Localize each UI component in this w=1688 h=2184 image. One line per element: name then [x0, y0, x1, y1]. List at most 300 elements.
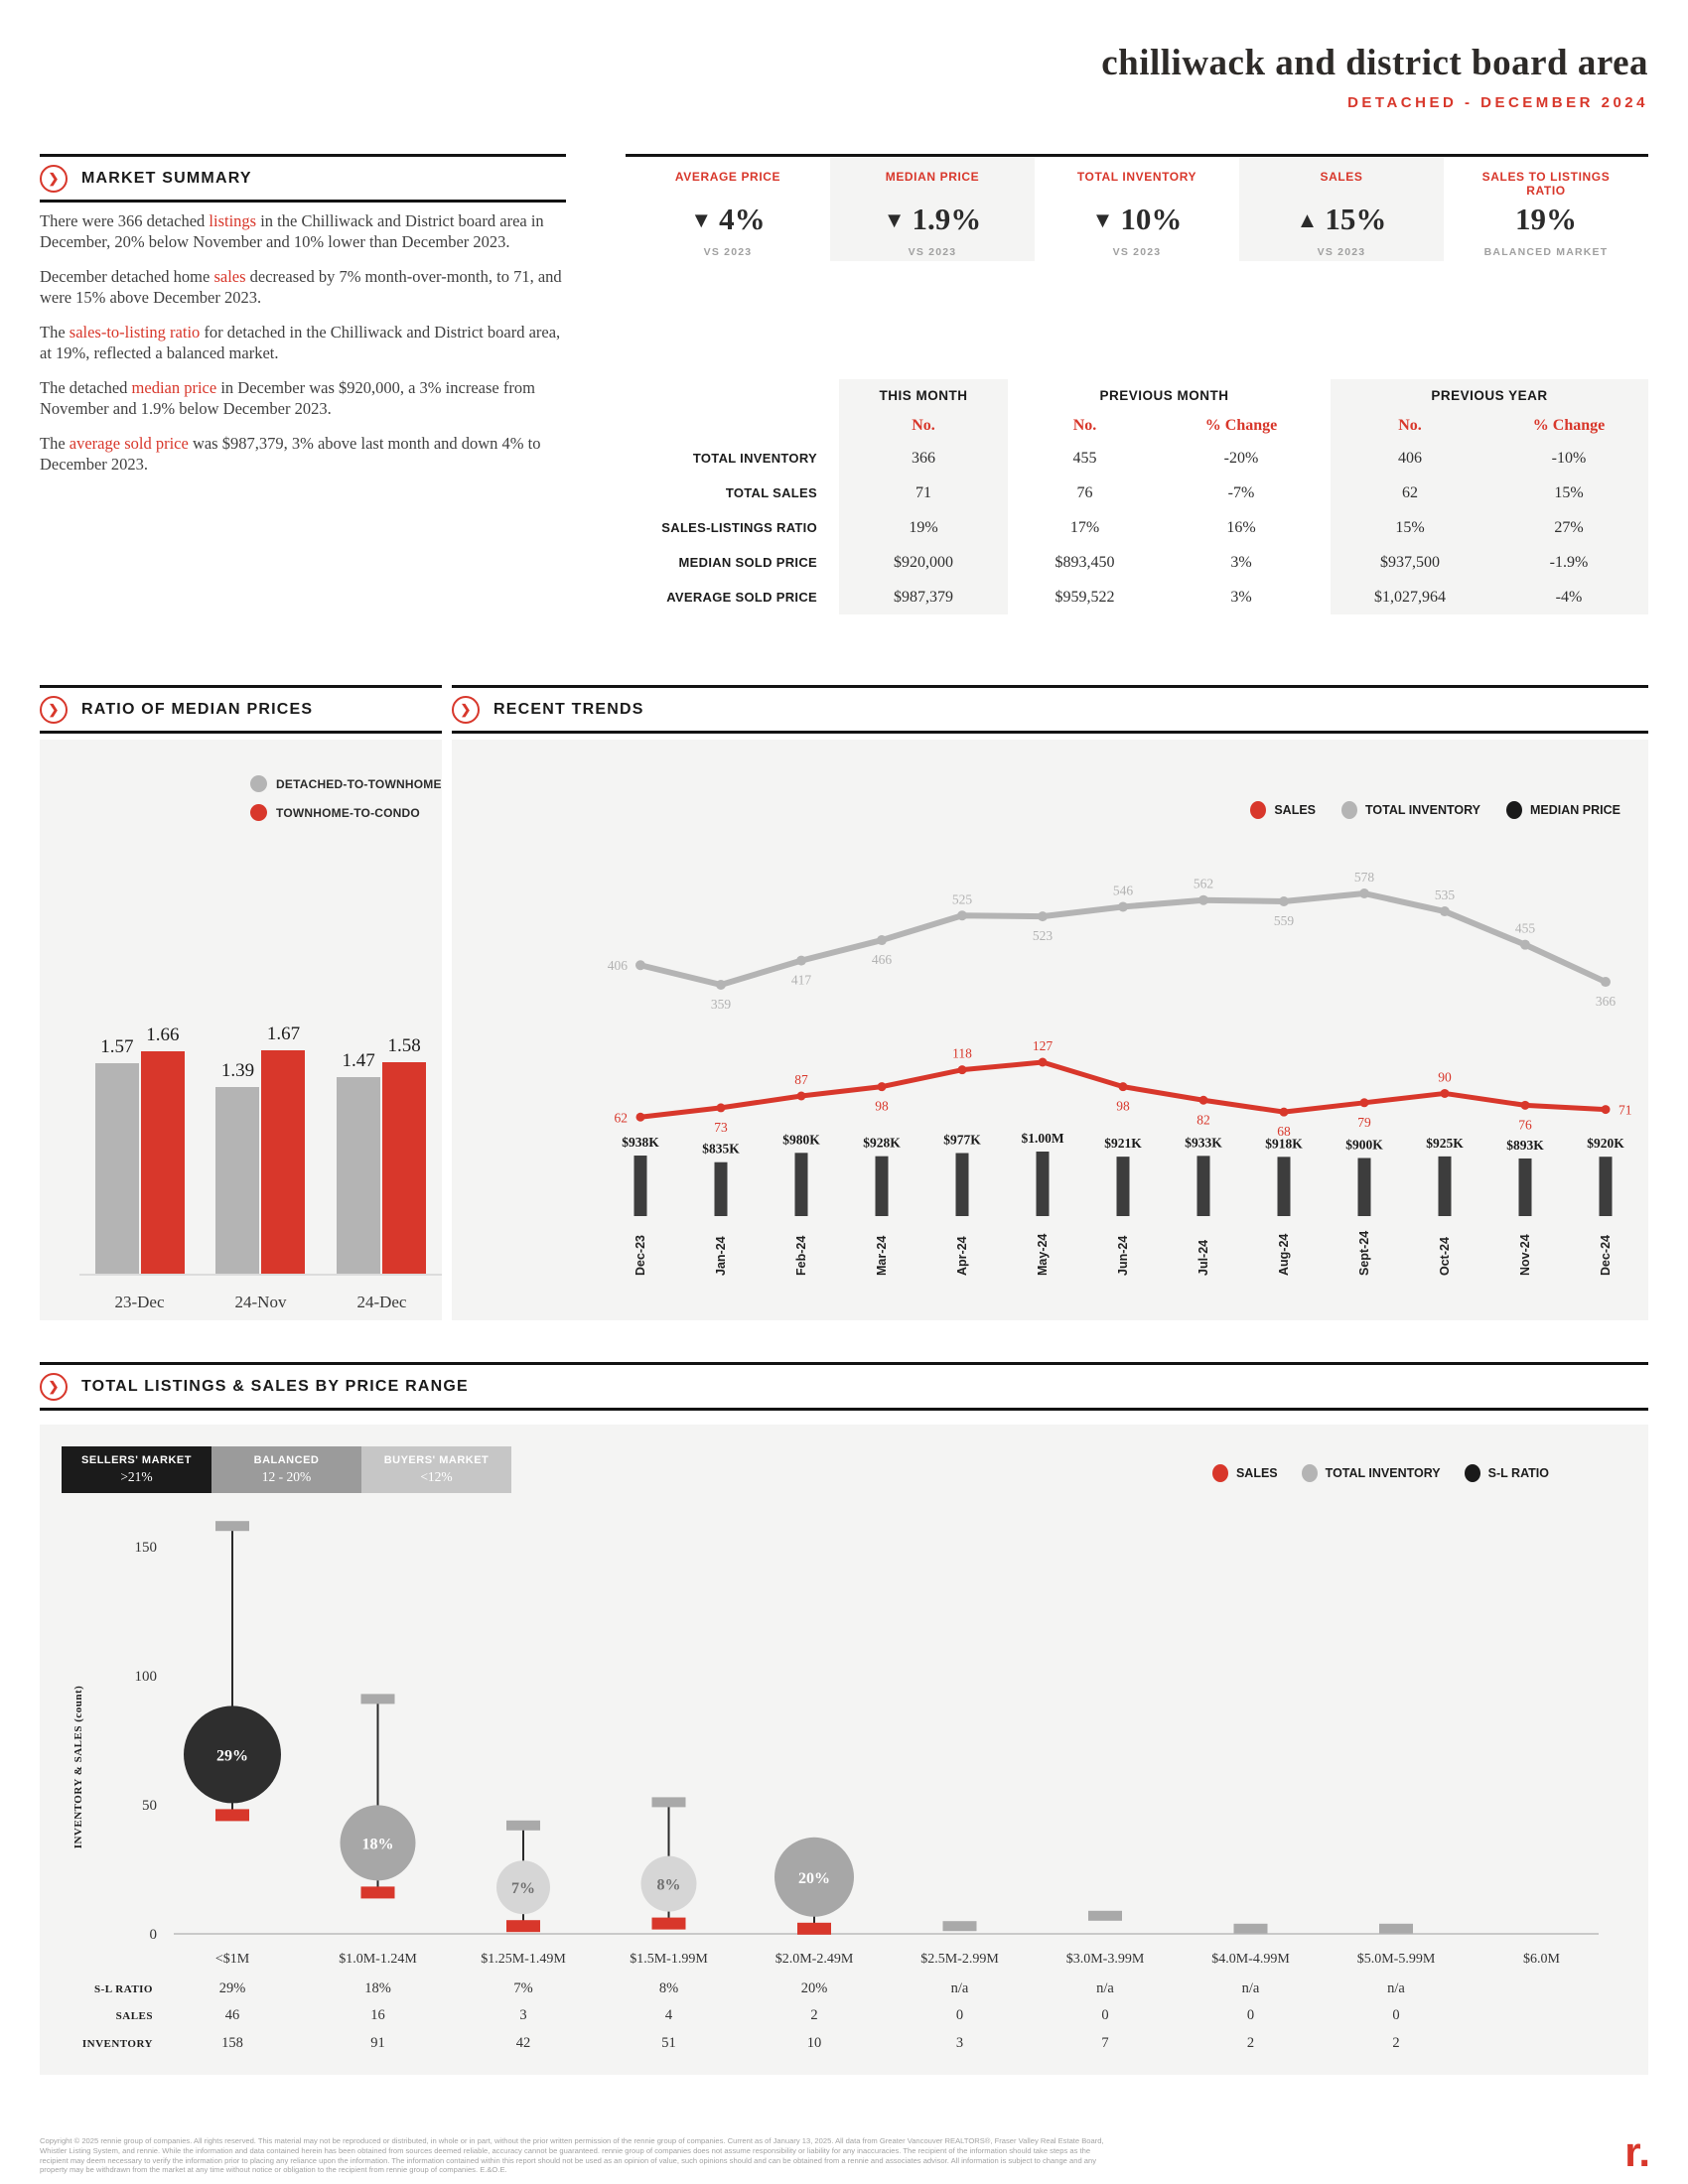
- inventory-point: [1601, 977, 1611, 987]
- chart-table-cell: 51: [661, 2035, 676, 2051]
- median-price-bar: [634, 1156, 647, 1216]
- axis-category-label: 24-Nov: [234, 1293, 287, 1311]
- legend-label: DETACHED-TO-TOWNHOME: [276, 776, 442, 791]
- axis-month-label: Apr-24: [955, 1236, 969, 1276]
- bar-column: [261, 1024, 305, 1274]
- inventory-point: [796, 956, 806, 966]
- data-point-label: 366: [1595, 994, 1617, 1010]
- legend-item: [1465, 1464, 1549, 1482]
- data-point-label: 79: [1357, 1114, 1371, 1130]
- bar: [382, 1062, 426, 1274]
- text-run: The detached: [40, 378, 132, 397]
- inventory-point: [1038, 911, 1048, 921]
- data-point-label: 523: [1032, 928, 1054, 944]
- median-price-bar: [1117, 1157, 1130, 1216]
- inventory-point: [635, 960, 645, 970]
- sales-point: [717, 1103, 726, 1112]
- market-badge-label: SELLERS' MARKET: [81, 1454, 192, 1466]
- chart-table-cell: 18%: [364, 1980, 391, 1996]
- trends-chart-panel: [452, 740, 1648, 1320]
- table-subheader: No.: [1331, 411, 1489, 441]
- chart-table-cell: 46: [224, 2007, 240, 2023]
- chart-table-cell: 0: [955, 2007, 964, 2023]
- table-cell: 15%: [1331, 510, 1489, 545]
- sl-ratio-bubble-label: 18%: [361, 1836, 394, 1853]
- table-cell: -4%: [1489, 580, 1648, 614]
- price-range-section-title: TOTAL LISTINGS & SALES BY PRICE RANGE: [81, 1377, 469, 1395]
- chevron-circle-icon: ❯: [40, 165, 68, 193]
- stat-card: [1444, 157, 1648, 261]
- data-point-label: 98: [875, 1098, 889, 1114]
- page-subtitle: DETACHED - DECEMBER 2024: [1347, 94, 1648, 111]
- table-cell: -10%: [1489, 441, 1648, 476]
- price-range-category-label: $1.5M-1.99M: [630, 1952, 708, 1967]
- price-range-category-label: $1.25M-1.49M: [481, 1952, 566, 1967]
- summary-paragraph: [40, 377, 571, 419]
- chart-table-cell: n/a: [1096, 1980, 1114, 1996]
- summary-paragraph: [40, 433, 571, 475]
- median-price-label: $1.00M: [1021, 1131, 1064, 1146]
- inventory-point: [957, 910, 967, 920]
- sales-point: [797, 1092, 806, 1101]
- chart-table-cell: 0: [1246, 2007, 1255, 2023]
- median-price-bar: [1600, 1157, 1613, 1216]
- median-price-bar: [1197, 1156, 1210, 1216]
- price-range-category-label: $5.0M-5.99M: [1356, 1952, 1436, 1967]
- chevron-circle-icon: ❯: [40, 696, 68, 724]
- median-price-bar: [1037, 1152, 1050, 1216]
- y-axis-tick-label: 150: [134, 1540, 157, 1556]
- chart-table-cell: n/a: [1387, 1980, 1405, 1996]
- sales-dash: [506, 1920, 540, 1932]
- sales-point: [636, 1113, 645, 1122]
- inventory-point: [716, 980, 726, 990]
- inventory-point: [1359, 888, 1369, 898]
- table-cell: 17%: [1069, 518, 1100, 536]
- table-corner: [626, 379, 839, 411]
- chevron-circle-icon: ❯: [40, 1373, 68, 1401]
- sales-dash: [797, 1923, 831, 1935]
- bar-value-label: 1.58: [387, 1034, 421, 1056]
- market-badge-range: >21%: [120, 1469, 153, 1484]
- table-subheader: No.: [1072, 417, 1097, 434]
- legend-item: [250, 804, 442, 821]
- table-row-label: MEDIAN SOLD PRICE: [678, 555, 817, 570]
- stat-card-label: AVERAGE PRICE: [674, 170, 781, 184]
- axis-month-label: Feb-24: [794, 1235, 808, 1276]
- sales-dash: [215, 1809, 249, 1821]
- median-price-label: $920K: [1587, 1136, 1624, 1152]
- table-row-label: TOTAL SALES: [725, 485, 817, 500]
- chart-table-cell: 42: [515, 2035, 531, 2051]
- inventory-dash: [361, 1694, 395, 1704]
- bar-column: [95, 1036, 139, 1274]
- bar: [261, 1050, 305, 1274]
- data-point-label: 535: [1434, 887, 1456, 903]
- median-price-label: $921K: [1104, 1136, 1142, 1152]
- median-price-label: $893K: [1506, 1137, 1544, 1153]
- market-badge: [62, 1446, 211, 1493]
- trends-section-header: [452, 685, 1648, 734]
- chart-table-cell: n/a: [1241, 1980, 1260, 1996]
- table-group-header: THIS MONTH: [839, 379, 1008, 411]
- median-price-bar: [1439, 1157, 1452, 1216]
- stat-card-value: [1239, 202, 1444, 237]
- highlight-term: sales: [213, 267, 246, 286]
- inventory-dash: [1088, 1911, 1122, 1921]
- data-point-label: 73: [714, 1119, 728, 1135]
- bar-column: [141, 1024, 185, 1274]
- table-gap: [1321, 545, 1331, 580]
- sl-ratio-bubble-label: 7%: [511, 1880, 535, 1898]
- stat-card: [626, 157, 830, 261]
- table-gap: [1321, 411, 1331, 441]
- legend-label: TOTAL INVENTORY: [1325, 1466, 1441, 1480]
- chart-table-cell: 4: [664, 2007, 673, 2023]
- median-price-label: $980K: [782, 1132, 820, 1148]
- table-cell: 3%: [1230, 588, 1252, 606]
- median-price-label: $977K: [943, 1132, 981, 1148]
- sales-point: [1199, 1096, 1208, 1105]
- stat-card-number: 15%: [1325, 202, 1387, 236]
- text-run: December detached home: [40, 267, 214, 286]
- table-cell: 71: [839, 476, 1008, 510]
- stat-card-number: 4%: [719, 202, 766, 236]
- table-cell: 455: [1072, 449, 1097, 467]
- chevron-circle-icon: ❯: [452, 696, 480, 724]
- legend-item: [1341, 801, 1480, 819]
- data-point-label: 76: [1518, 1117, 1532, 1133]
- stat-card-subtext: VS 2023: [703, 246, 753, 258]
- data-point-label: 466: [871, 952, 893, 968]
- axis-month-label: Mar-24: [875, 1235, 889, 1276]
- median-price-bar: [1358, 1159, 1371, 1217]
- legend-dot-icon: [1302, 1464, 1318, 1482]
- legend-label: SALES: [1235, 1466, 1278, 1480]
- median-price-label: $925K: [1426, 1135, 1464, 1151]
- bar-value-label: 1.39: [220, 1060, 255, 1082]
- summary-paragraph: [40, 322, 571, 363]
- bar: [141, 1051, 185, 1274]
- stat-card: [830, 157, 1035, 261]
- sales-point: [1441, 1089, 1450, 1098]
- table-cell: $920,000: [839, 545, 1008, 580]
- market-badge-label: BALANCED: [253, 1454, 320, 1466]
- bar: [215, 1087, 259, 1274]
- market-badge-range: <12%: [420, 1469, 453, 1484]
- chart-table-cell: 7: [1101, 2035, 1109, 2051]
- trends-line-chart: [462, 834, 1638, 1281]
- data-point-label: 68: [1277, 1124, 1291, 1140]
- footer-disclaimer: Copyright © 2025 rennie group of companies. All rights reserved. This material may not be reproduced or distributed, in whole or in part, without the prior written permission of the rennie group of companies. Current as of January 13, 2025. All data from Greater Vancouver REALTORS®, Fraser Valley Real Estate Board, Whistler Listing System, and rennie. While the information and data contained herein has been obtained from sources deemed reliable, accuracy cannot be guaranteed. rennie group of companies does not assume responsibility or liability for any inaccuracies. The recipient of the information should take steps as the recipient may deem necessary to verify the information prior to placing any reliance upon the information. The information contained within this report should not be used as an opinion of value, such opinions should and can be obtained from a rennie and associates advisor. All information is subject to change and any property may be withdrawn from the market at any time without notice or obligation to the recipient from rennie group of companies. E.&O.E.: [40, 2136, 1104, 2175]
- chart-table-cell: 2: [1246, 2035, 1255, 2051]
- text-run: There were 366 detached: [40, 211, 210, 230]
- legend-item: [250, 775, 442, 792]
- sales-point: [878, 1082, 887, 1091]
- table-gap: [1321, 379, 1331, 411]
- chart-table-cell: n/a: [950, 1980, 969, 1996]
- chart-table-cell: 0: [1392, 2007, 1400, 2023]
- bar-value-label: 1.66: [146, 1024, 180, 1045]
- legend-dot-icon: [250, 804, 267, 821]
- bar-column: [337, 1050, 380, 1274]
- bar-group: [215, 1024, 305, 1274]
- market-badge-label: BUYERS' MARKET: [383, 1454, 490, 1466]
- bar-group: [337, 1035, 426, 1274]
- inventory-point: [877, 935, 887, 945]
- table-cell: 19%: [839, 510, 1008, 545]
- chart-table-cell: 16: [370, 2007, 385, 2023]
- stat-card-value: [830, 202, 1035, 237]
- trends-chart-legend: [1250, 801, 1620, 819]
- sales-dash: [361, 1886, 395, 1898]
- stat-card-value: [1444, 202, 1648, 237]
- stat-card: [1035, 157, 1239, 261]
- chart-table-cell: 29%: [218, 1980, 246, 1996]
- down-arrow-icon: ▼: [690, 207, 713, 232]
- sales-point: [1039, 1058, 1048, 1067]
- stat-card-label: TOTAL INVENTORY: [1076, 170, 1197, 184]
- inventory-dash: [506, 1821, 540, 1831]
- data-point-label: 87: [794, 1072, 808, 1087]
- stat-card-label: SALES TO LISTINGS RATIO: [1481, 170, 1611, 198]
- median-price-label: $835K: [702, 1141, 740, 1157]
- trends-section-title: RECENT TRENDS: [493, 700, 644, 718]
- bar: [337, 1077, 380, 1274]
- median-price-label: $933K: [1185, 1135, 1222, 1151]
- text-run: was $987,379, 3% above last month and down 4% to December 2023.: [40, 434, 541, 474]
- axis-month-label: Dec-23: [633, 1235, 647, 1276]
- table-subheader: % Change: [1204, 417, 1278, 434]
- median-price-label: $928K: [863, 1135, 901, 1151]
- chart-table-cell: 2: [1392, 2035, 1400, 2051]
- legend-item: [1212, 1464, 1278, 1482]
- chart-table-cell: 3: [955, 2035, 964, 2051]
- inventory-point: [1118, 901, 1128, 911]
- stat-card-value: [1035, 202, 1239, 237]
- median-price-bar: [876, 1157, 889, 1216]
- text-run: in the Chilliwack and District board area in December, 20% below November and 10% lower than December 2023.: [40, 211, 544, 251]
- axis-month-label: Dec-24: [1599, 1235, 1613, 1276]
- median-price-label: $938K: [622, 1135, 659, 1151]
- sales-point: [958, 1065, 967, 1074]
- market-badge: [211, 1446, 361, 1493]
- text-run: decreased by 7% month-over-month, to 71, and were 15% above December 2023.: [40, 267, 562, 307]
- chart-table-cell: 10: [806, 2035, 822, 2051]
- table-cell: 16%: [1226, 518, 1256, 536]
- bar-value-label: 1.57: [100, 1036, 134, 1058]
- chart-table-row-label: S-L RATIO: [93, 1983, 153, 1995]
- legend-item: [1506, 801, 1620, 819]
- inventory-dash: [943, 1921, 977, 1931]
- axis-month-label: Sept-24: [1357, 1230, 1371, 1276]
- chart-table-cell: 2: [810, 2007, 818, 2023]
- data-point-label: 118: [952, 1045, 972, 1061]
- price-range-section-header: [40, 1362, 1648, 1411]
- down-arrow-icon: ▼: [883, 207, 906, 232]
- legend-label: TOTAL INVENTORY: [1365, 803, 1481, 817]
- sales-point: [1280, 1108, 1289, 1117]
- table-gap: [1321, 580, 1331, 614]
- chart-table-cell: 91: [370, 2035, 385, 2051]
- market-badge-range: 12 - 20%: [261, 1469, 312, 1484]
- down-arrow-icon: ▼: [1091, 207, 1114, 232]
- text-run: for detached in the Chilliwack and District board area, at 19%, reflected a balanced market.: [40, 323, 561, 362]
- chart-table-cell: 0: [1101, 2007, 1109, 2023]
- inventory-point: [1440, 906, 1450, 916]
- rennie-logo: r.: [1624, 2128, 1650, 2175]
- market-type-badges: [62, 1446, 511, 1493]
- ratio-chart-panel: [40, 740, 442, 1320]
- text-run: The: [40, 434, 70, 453]
- stat-card-subtext: BALANCED MARKET: [1483, 246, 1609, 258]
- price-range-category-label: $3.0M-3.99M: [1065, 1952, 1145, 1967]
- table-cell: 76: [1076, 483, 1093, 501]
- sl-ratio-bubble-label: 29%: [216, 1747, 248, 1765]
- stat-card-number: 19%: [1515, 202, 1577, 236]
- sales-point: [1521, 1101, 1530, 1110]
- data-point-label: 127: [1032, 1038, 1054, 1053]
- table-gap: [1321, 476, 1331, 510]
- legend-label: S-L RATIO: [1487, 1466, 1549, 1480]
- stat-card-value: [626, 202, 830, 237]
- axis-month-label: Jul-24: [1196, 1239, 1210, 1276]
- data-point-label: 71: [1618, 1102, 1632, 1118]
- table-cell: -7%: [1227, 483, 1255, 501]
- sales-point: [1119, 1082, 1128, 1091]
- axis-month-label: May-24: [1036, 1233, 1050, 1276]
- highlight-term: average sold price: [69, 434, 189, 453]
- bar-value-label: 1.67: [266, 1023, 301, 1044]
- ratio-bar-chart: [79, 1023, 442, 1276]
- legend-dot-icon: [1212, 1464, 1228, 1482]
- table-cell: 62: [1331, 476, 1489, 510]
- chart-table-cell: 8%: [658, 1980, 679, 1996]
- text-run: The: [40, 323, 70, 341]
- price-range-category-label: $1.0M-1.24M: [339, 1952, 417, 1967]
- table-subheader: % Change: [1489, 411, 1648, 441]
- median-price-bar: [715, 1162, 728, 1216]
- report-header: [1101, 42, 1648, 111]
- stat-card-subtext: VS 2023: [1112, 246, 1162, 258]
- market-badge: [361, 1446, 511, 1493]
- stat-card-number: 1.9%: [912, 202, 982, 236]
- page-title: chilliwack and district board area: [1101, 43, 1648, 83]
- chart-table-row-label: SALES: [115, 2010, 153, 2022]
- price-range-category-label: $2.0M-2.49M: [774, 1952, 854, 1967]
- ratio-chart-legend: [250, 775, 442, 833]
- summary-table: [626, 379, 1648, 614]
- legend-label: MEDIAN PRICE: [1530, 803, 1620, 817]
- summary-paragraph: [40, 210, 571, 252]
- stat-cards-row: [626, 154, 1648, 261]
- chart-table-cell: 3: [519, 2007, 527, 2023]
- y-axis-tick-label: 50: [142, 1798, 157, 1814]
- table-subheader: No.: [839, 411, 1008, 441]
- stat-card-label: SALES: [1320, 170, 1363, 184]
- y-axis-tick-label: 100: [134, 1669, 157, 1685]
- market-summary-title: MARKET SUMMARY: [81, 169, 252, 187]
- legend-dot-icon: [250, 775, 267, 792]
- table-row-label: SALES-LISTINGS RATIO: [661, 520, 817, 535]
- inventory-point: [1520, 940, 1530, 950]
- table-group-header: PREVIOUS MONTH: [1099, 387, 1229, 403]
- data-point-label: 455: [1514, 920, 1536, 936]
- price-range-category-label: <$1M: [214, 1952, 250, 1967]
- data-point-label: 98: [1116, 1098, 1130, 1114]
- table-cell: $937,500: [1331, 545, 1489, 580]
- table-cell: $959,522: [1055, 588, 1115, 606]
- data-point-label: 90: [1438, 1069, 1452, 1085]
- inventory-point: [1279, 896, 1289, 906]
- price-range-category-label: $2.5M-2.99M: [920, 1952, 999, 1967]
- median-price-bar: [795, 1153, 808, 1216]
- y-axis-tick-label: 0: [149, 1927, 157, 1943]
- stat-card-subtext: VS 2023: [908, 246, 957, 258]
- table-gap: [1321, 441, 1331, 476]
- inventory-point: [1198, 895, 1208, 905]
- stat-card-number: 10%: [1120, 202, 1183, 236]
- inventory-dash: [1234, 1924, 1268, 1934]
- data-point-label: 559: [1273, 912, 1295, 928]
- ratio-chart-categories: [79, 1293, 442, 1312]
- sales-dash: [652, 1918, 686, 1930]
- table-cell: $987,379: [839, 580, 1008, 614]
- table-cell: 27%: [1489, 510, 1648, 545]
- legend-dot-icon: [1341, 801, 1357, 819]
- table-row-label: AVERAGE SOLD PRICE: [666, 590, 817, 605]
- table-cell: 15%: [1489, 476, 1648, 510]
- legend-dot-icon: [1506, 801, 1522, 819]
- legend-item: [1302, 1464, 1441, 1482]
- legend-item: [1250, 801, 1316, 819]
- median-price-bar: [1278, 1157, 1291, 1216]
- table-row-label: TOTAL INVENTORY: [692, 451, 817, 466]
- price-range-chart-legend: [1212, 1464, 1549, 1482]
- chart-table-cell: 7%: [513, 1980, 533, 1996]
- legend-label: TOWNHOME-TO-CONDO: [276, 805, 420, 820]
- axis-month-label: Oct-24: [1438, 1237, 1452, 1276]
- data-point-label: 417: [790, 972, 812, 988]
- chart-table-cell: 20%: [800, 1980, 828, 1996]
- y-axis-title: INVENTORY & SALES (count): [72, 1685, 84, 1849]
- inventory-dash: [652, 1797, 686, 1807]
- legend-dot-icon: [1250, 801, 1266, 819]
- inventory-dash: [215, 1521, 249, 1531]
- ratio-section-header: [40, 685, 442, 734]
- inventory-dash: [1379, 1924, 1413, 1934]
- legend-dot-icon: [1465, 1464, 1480, 1482]
- highlight-term: listings: [209, 211, 257, 230]
- data-point-label: 562: [1193, 876, 1214, 891]
- legend-label: SALES: [1274, 803, 1317, 817]
- stat-card-subtext: VS 2023: [1317, 246, 1366, 258]
- table-cell: 366: [839, 441, 1008, 476]
- stat-card-label: MEDIAN PRICE: [885, 170, 980, 184]
- data-point-label: 359: [710, 996, 732, 1012]
- table-cell: -20%: [1223, 449, 1259, 467]
- chart-table-row-label: INVENTORY: [81, 2038, 153, 2050]
- table-subheader: [626, 411, 839, 441]
- data-point-label: 525: [951, 891, 973, 907]
- table-cell: $1,027,964: [1331, 580, 1489, 614]
- price-range-chart-panel: [40, 1425, 1648, 2075]
- sales-point: [1602, 1105, 1611, 1114]
- axis-category-label: 23-Dec: [114, 1293, 165, 1311]
- table-gap: [1321, 510, 1331, 545]
- data-point-label: 406: [607, 958, 628, 974]
- sales-point: [1360, 1098, 1369, 1107]
